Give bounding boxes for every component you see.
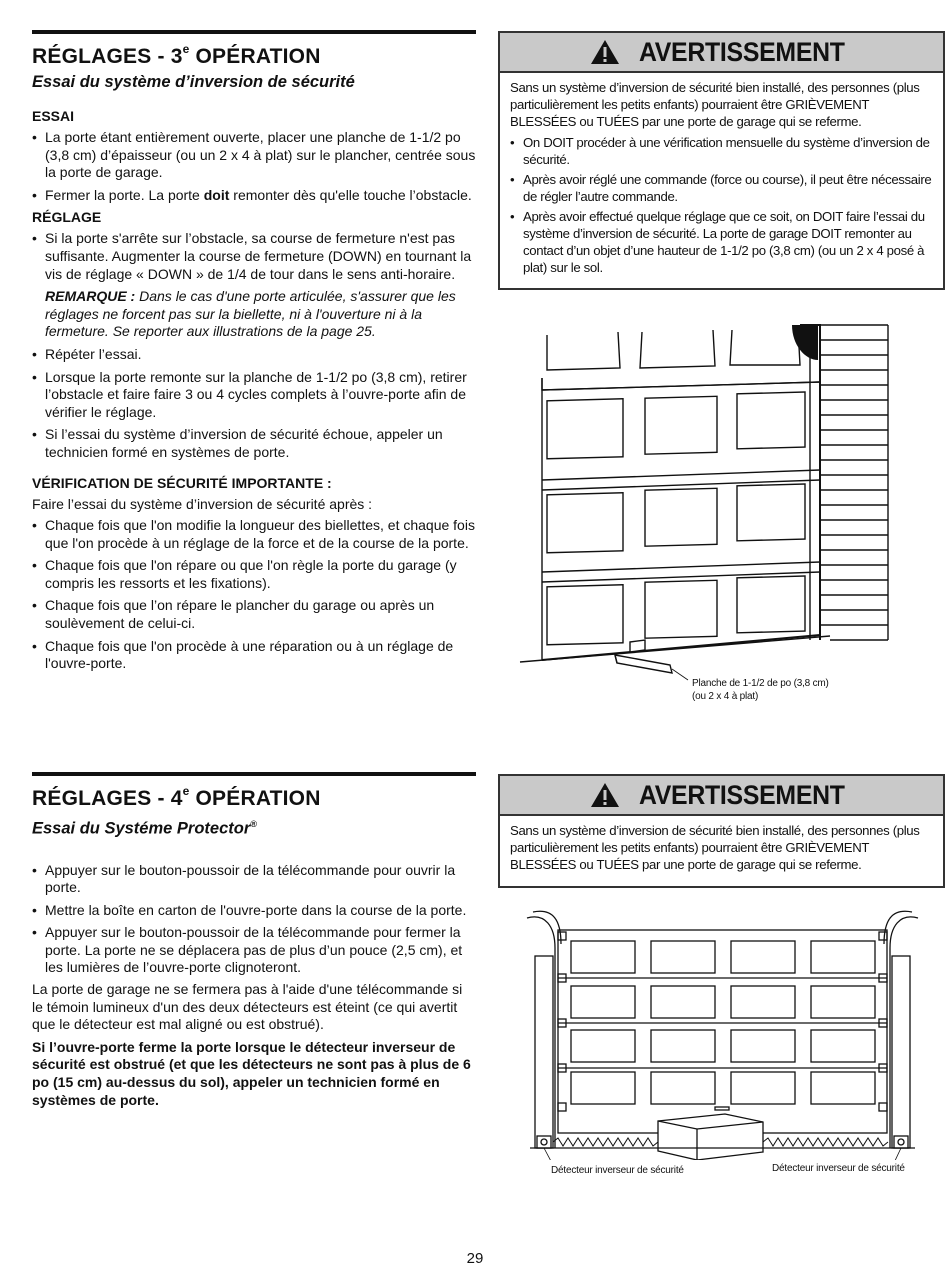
- figure-2-caption-right: Détecteur inverseur de sécurité: [772, 1163, 905, 1174]
- warning-title: AVERTISSEMENT: [638, 779, 845, 810]
- warning-body: [500, 816, 943, 883]
- list-item: • Appuyer sur le bouton-poussoir de la télécommande pour fermer la porte. La porte ne se déplacera pas de plus d’un pouce (2,5 cm), et les lumières de l’ouvre-porte clignoteront.: [32, 924, 476, 977]
- list-item: • Chaque fois que l’on répare le plancher du garage ou après un soulèvement de celui-ci.: [32, 597, 476, 632]
- warning-box-1: [498, 31, 945, 290]
- section-4-subtitle: Essai du Systéme Protector®: [32, 819, 257, 838]
- section-3-subtitle: Essai du système d’inversion de sécurité: [32, 73, 355, 91]
- warning-intro: Sans un système d’inversion de sécurité bien installé, des personnes (plus particulièrement les petits enfants) pourraient être GRIÈVEMENT BLESSÉES ou TUÉES par une porte de garage qui se referme.: [510, 80, 920, 129]
- verify-heading: VÉRIFICATION DE SÉCURITÉ IMPORTANTE :: [32, 474, 332, 491]
- warning-triangle-icon: [590, 39, 620, 65]
- figure-1-caption: Planche de 1-1/2 de po (3,8 cm) (ou 2 x 4 à plat): [692, 678, 829, 702]
- garage-door-board-illustration: [500, 320, 895, 710]
- section-4-title: RÉGLAGES - 4e OPÉRATION: [32, 784, 321, 810]
- adjust-list-rest: [32, 346, 476, 462]
- warning-title: AVERTISSEMENT: [638, 36, 845, 67]
- list-item: • Fermer la porte. La porte doit remonter dès qu'elle touche l’obstacle.: [32, 187, 476, 205]
- list-item: • Chaque fois que l'on modifie la longueur des biellettes, et chaque fois que l'on procède à un réglage de la force et de la course de la porte.: [32, 517, 476, 552]
- list-item: • La porte étant entièrement ouverte, placer une planche de 1-1/2 po (3,8 cm) d’épaisseur (ou un 2 x 4 à plat) sur le plancher, centrée sous la porte de garage.: [32, 129, 476, 182]
- adjust-list: [32, 230, 476, 283]
- list-item: • Si la porte s'arrête sur l’obstacle, sa course de fermeture n'est pas suffisante. Augmenter la course de fermeture (DOWN) en tournant la vis de réglage « DOWN » de 1/4 de tour dans le sens anti-horaire.: [32, 230, 476, 283]
- list-item: • Appuyer sur le bouton-poussoir de la télécommande pour ouvrir la porte.: [32, 862, 476, 897]
- warning-list: [510, 134, 933, 276]
- test-heading: ESSAI: [32, 108, 75, 124]
- list-item: • Chaque fois que l'on procède à une réparation ou à un réglage de l'ouvre-porte.: [32, 638, 476, 673]
- sensor-beam: [553, 1138, 658, 1146]
- list-item: • Si l’essai du système d’inversion de sécurité échoue, appeler un technicien formé en systèmes de porte.: [32, 426, 476, 461]
- section-3-title: RÉGLAGES - 3e OPÉRATION: [32, 42, 321, 68]
- note: REMARQUE : Dans le cas d'une porte articulée, s'assurer que les réglages ne forcent pas sur la biellette, ni à l'ouverture ni à la fermeture. Se reporter aux illustrations de la page 25.: [45, 288, 456, 340]
- verify-intro: Faire l’essai du système d’inversion de sécurité après :: [32, 495, 373, 512]
- page-number: 29: [466, 1250, 484, 1267]
- adjust-heading: RÉGLAGE: [32, 209, 102, 226]
- warning-box-2: [498, 774, 945, 888]
- warning-header: [500, 33, 943, 73]
- figure-2-caption-left: Détecteur inverseur de sécurité: [551, 1165, 684, 1176]
- garage-door-box-sensors-illustration: [525, 908, 920, 1160]
- list-item: • Chaque fois que l'on répare ou que l'on règle la porte du garage (y compris les ressorts et les fixations).: [32, 557, 476, 592]
- section-3: [32, 30, 476, 678]
- list-item: • Après avoir réglé une commande (force ou course), il peut être nécessaire de régler l’autre commande.: [510, 171, 933, 205]
- warning-triangle-icon: [590, 782, 620, 808]
- warning-body: [500, 73, 943, 289]
- protector-bold-paragraph: Si l’ouvre-porte ferme la porte lorsque le détecteur inverseur de sécurité est obstrué (et que les détecteurs ne sont pas à plus de 6 po (15 cm) au-dessus du sol), appeler un technicien formé en systèmes de porte.: [32, 1038, 471, 1108]
- protector-paragraph: La porte de garage ne se fermera pas à l'aide d'une télécommande si le témoin lumineux d'un des deux détecteurs est éteint (ce qui avertit que le détecteur est mal aligné ou est obstrué).: [32, 981, 463, 1033]
- warning-header: [500, 776, 943, 816]
- section-rule: [32, 30, 476, 34]
- list-item: • Mettre la boîte en carton de l'ouvre-porte dans la course de la porte.: [32, 902, 476, 920]
- list-item: • Lorsque la porte remonte sur la planche de 1-1/2 po (3,8 cm), retirer l’obstacle et faire faire 3 ou 4 cycles complets à l’ouvre-porte afin de vérifier le réglage.: [32, 369, 476, 422]
- test-list: [32, 129, 476, 204]
- list-item: • Répéter l’essai.: [32, 346, 476, 364]
- section-4: [32, 772, 476, 1109]
- warning-intro: Sans un système d’inversion de sécurité bien installé, des personnes (plus particulièrement les petits enfants) pourraient être GRIÈVEMENT BLESSÉES ou TUÉES par une porte de garage qui se referme.: [510, 823, 920, 872]
- protector-test-list: [32, 862, 476, 978]
- door-roller-bracket: [792, 325, 818, 360]
- section-rule: [32, 772, 476, 776]
- list-item: • On DOIT procéder à une vérification mensuelle du système d’inversion de sécurité.: [510, 134, 933, 168]
- verify-list: [32, 517, 476, 673]
- list-item: • Après avoir effectué quelque réglage que ce soit, on DOIT faire l’essai du système d’inversion de sécurité. La porte de garage DOIT remonter au contact d’un objet d’une hauteur de 1-1/2 po (3,8 cm) (ou un 2 x 4 posé à plat) sur le sol.: [510, 208, 933, 276]
